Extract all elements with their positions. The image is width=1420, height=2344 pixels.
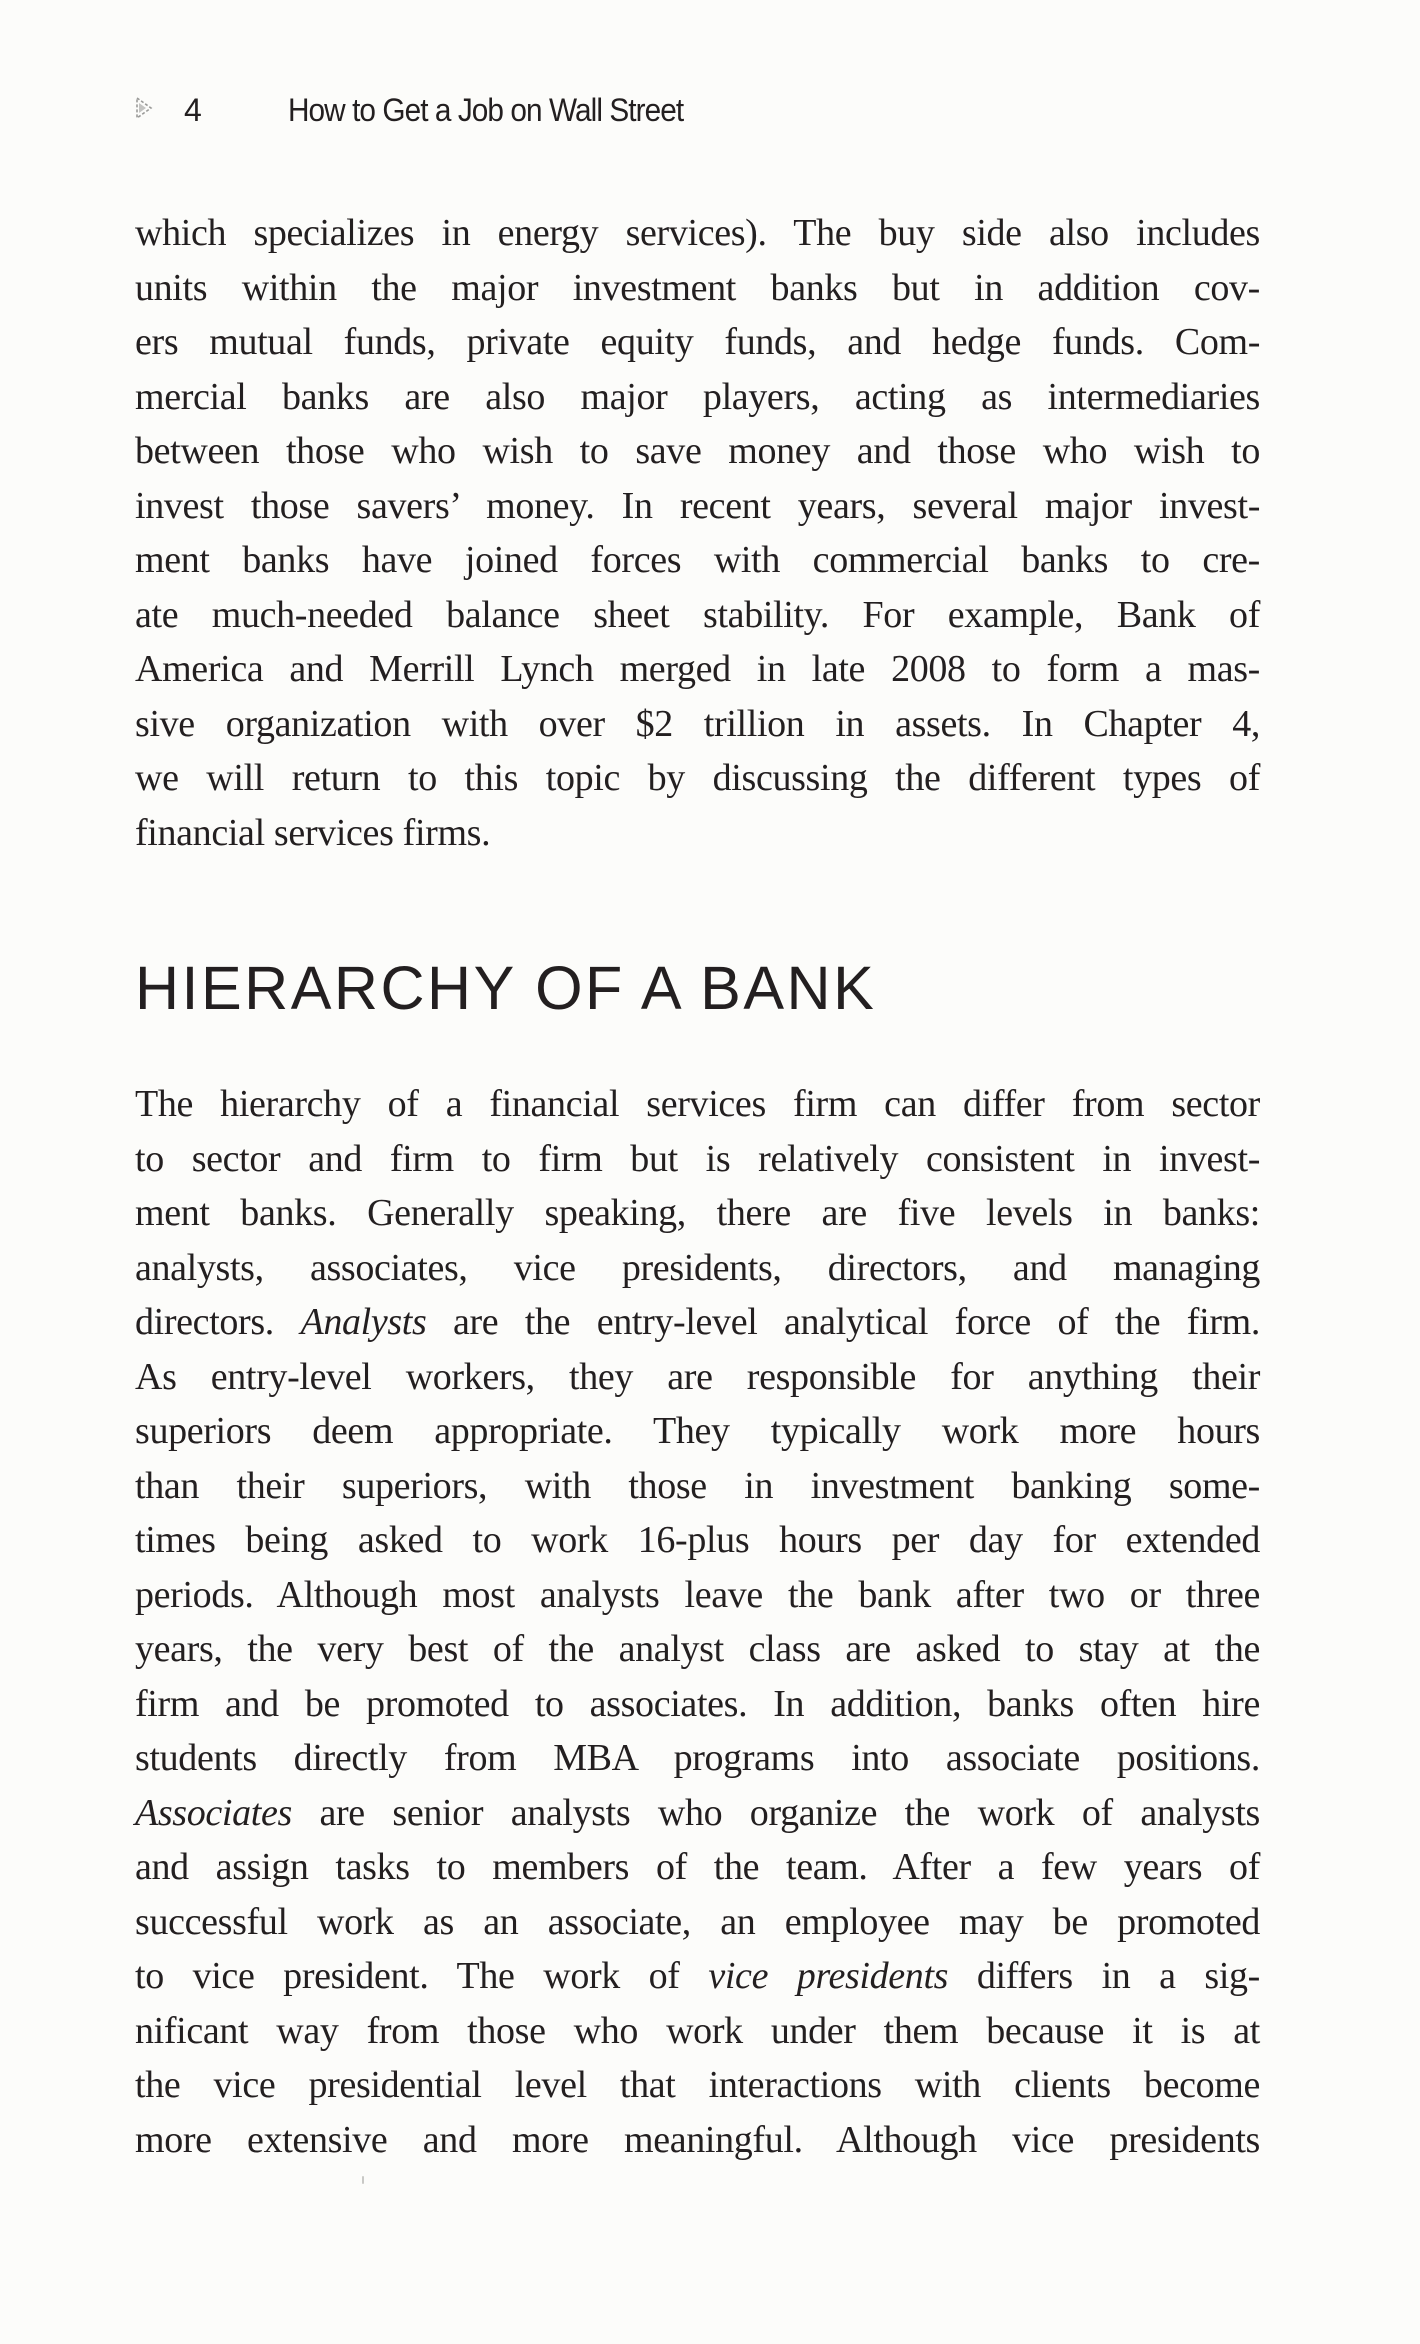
text-line: successful work as an associate, an employee may be promoted [135, 1900, 1260, 1943]
text-line: financial services firms. [135, 811, 491, 854]
paragraph-2 [135, 1077, 1260, 2167]
text-line: times being asked to work 16-plus hours per day for extended [135, 1519, 1260, 1561]
italic-term-associates: Associates [135, 1791, 292, 1834]
text-line [135, 1949, 1260, 2004]
text-run: are senior analysts who organize the work of analysts [291, 1791, 1260, 1834]
text-line: years, the very best of the analyst class are asked to stay at the [135, 1628, 1260, 1670]
text-line: more extensive and more meaningful. Although vice presidents [135, 2118, 1260, 2161]
text-line: ers mutual funds, private equity funds, and hedge funds. Com- [135, 321, 1260, 363]
text-line: students directly from MBA programs into associate positions. [135, 1737, 1260, 1779]
text-line: America and Merrill Lynch merged in late 2008 to form a mas- [135, 648, 1260, 690]
text-line: units within the major investment banks but in addition cov- [135, 266, 1260, 309]
text-run: directors. [135, 1301, 301, 1343]
text-line: which specializes in energy services). The buy side also includes [135, 212, 1260, 254]
text-line: ment banks. Generally speaking, there are five levels in banks: [135, 1192, 1260, 1234]
text-line: analysts, associates, vice presidents, directors, and managing [135, 1246, 1260, 1289]
italic-term-vice-presidents: vice presidents [708, 1955, 949, 1997]
text-line: and assign tasks to members of the team. After a few years of [135, 1846, 1260, 1888]
text-line: than their superiors, with those in investment banking some- [135, 1464, 1260, 1507]
text-line: the vice presidential level that interactions with clients become [135, 2064, 1260, 2106]
text-line: to sector and firm to firm but is relatively consistent in invest- [135, 1137, 1260, 1180]
text-line: ment banks have joined forces with commercial banks to cre- [135, 539, 1260, 581]
text-run: differs in a sig- [948, 1955, 1260, 1997]
text-line: As entry-level workers, they are responsible for anything their [135, 1355, 1260, 1398]
text-line: superiors deem appropriate. They typically work more hours [135, 1410, 1260, 1452]
scan-speck [362, 2176, 364, 2184]
text-line: invest those savers’ money. In recent years, several major invest- [135, 484, 1260, 527]
text-line: periods. Although most analysts leave the bank after two or three [135, 1573, 1260, 1616]
text-run: to vice president. The work of [135, 1955, 709, 1997]
text-line: between those who wish to save money and those who wish to [135, 430, 1260, 472]
page-arrow-icon [134, 96, 154, 120]
text-line: ate much-needed balance sheet stability. For example, Bank of [135, 593, 1260, 636]
text-run: are the entry-level analytical force of the firm. [426, 1301, 1260, 1343]
paragraph-1 [135, 206, 1260, 860]
text-line [135, 1295, 1260, 1350]
page-number: 4 [184, 92, 202, 128]
text-line: firm and be promoted to associates. In addition, banks often hire [135, 1682, 1260, 1725]
book-title: How to Get a Job on Wall Street [288, 92, 684, 128]
italic-term-analysts: Analysts [300, 1301, 427, 1343]
text-line [135, 1786, 1260, 1841]
text-line: sive organization with over $2 trillion in assets. In Chapter 4, [135, 702, 1260, 745]
text-line: The hierarchy of a financial services firm can differ from sector [135, 1083, 1260, 1125]
text-line: mercial banks are also major players, acting as intermediaries [135, 375, 1260, 418]
section-heading: HIERARCHY OF A BANK [135, 954, 877, 1022]
text-line: we will return to this topic by discussing the different types of [135, 757, 1260, 799]
text-line: nificant way from those who work under them because it is at [135, 2009, 1260, 2052]
